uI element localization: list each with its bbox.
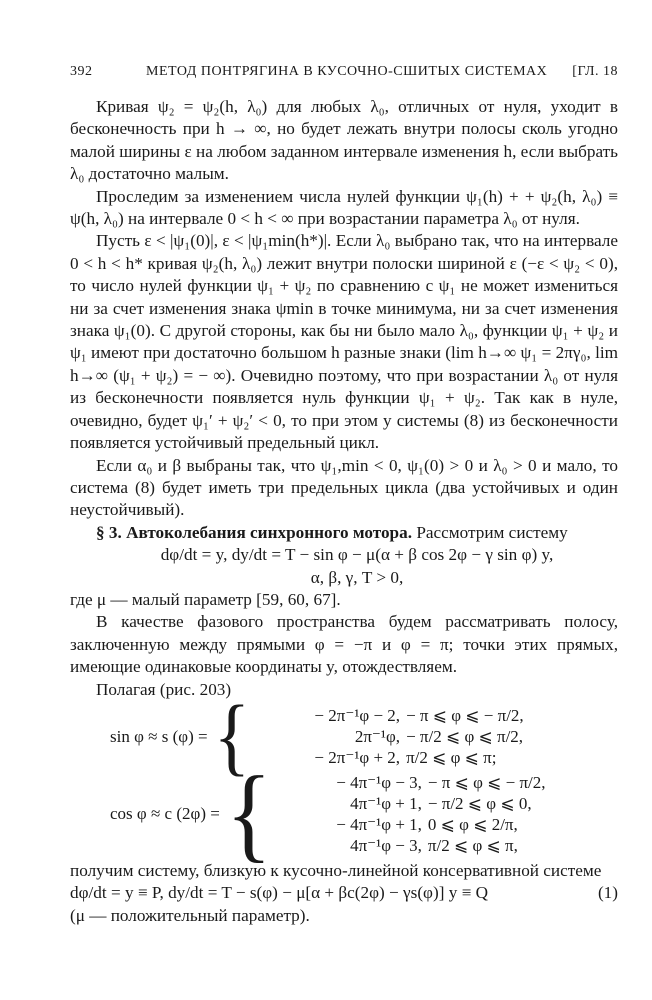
cos-row-4-cond: π/2 ⩽ φ ⩽ π, (427, 835, 518, 855)
sin-row-3-cond: π/2 ⩽ φ ⩽ π; (406, 747, 497, 767)
cos-approx-lhs: cos φ ≈ c (2φ) = (110, 804, 220, 824)
page-body (70, 96, 618, 927)
left-brace-icon: { (225, 754, 272, 873)
cos-row-2-cond: − π/2 ⩽ φ ⩽ 0, (427, 793, 532, 813)
cos-row-1-cond: − π ⩽ φ ⩽ − π/2, (427, 772, 546, 792)
running-header (70, 64, 618, 86)
cos-row-3-expr: − 4π⁻¹φ + 1, (336, 814, 422, 834)
sin-approx-lhs: sin φ ≈ s (φ) = (110, 726, 208, 746)
sin-approx-rows (256, 705, 556, 768)
left-brace-icon: { (213, 688, 251, 785)
sin-row-2-expr: 2π⁻¹φ, (354, 726, 401, 746)
sin-row-1-expr: − 2π⁻¹φ − 2, (314, 705, 401, 725)
cos-approx-rows (278, 772, 578, 856)
sin-row-2-cond: − π/2 ⩽ φ ⩽ π/2, (406, 726, 524, 746)
equation-number: (1) (597, 883, 618, 903)
equation-final-body: dφ/dt = y ≡ P, dy/dt = T − s(φ) − μ[α + βc(2φ) − γs(φ)] y ≡ Q (70, 883, 489, 903)
section-heading (70, 522, 618, 544)
section-title: § 3. Автоколебания синхронного мотора. (96, 522, 413, 542)
cos-row-1-expr: − 4π⁻¹φ − 3, (336, 772, 422, 792)
paragraph-piecewise: получим систему, близкую к кусочно-линейной консервативной системе (70, 860, 602, 880)
running-title: МЕТОД ПОНТРЯГИНА В КУСОЧНО-СШИТЫХ СИСТЕМАХ (146, 64, 548, 79)
paragraph-positive-param: (μ — положительный параметр). (70, 905, 310, 925)
equation-system-line-2: α, β, γ, T > 0, (310, 567, 404, 587)
cos-row-2-expr: 4π⁻¹φ + 1, (350, 793, 422, 813)
section-intro: Рассмотрим систему (416, 522, 568, 542)
paragraph-zeros: Проследим за изменением числа нулей функции ψ₁(h) + + ψ₂(h, λ₀) ≡ ψ(h, λ₀) на интервале 0 < h < ∞ при возрастании параметра λ₀ от нуля. (70, 186, 618, 229)
paragraph-curve: Кривая ψ₂ = ψ₂(h, λ₀) для любых λ₀, отличных от нуля, уходит в бесконечность при h → ∞, но будет лежать внутри полосы сколь угодно малой ширины ε на любом заданном интервале изменения h, если выбрать λ₀ достаточно малым. (70, 97, 618, 184)
page-number: 392 (70, 64, 93, 79)
chapter-label: [ГЛ. 18 (572, 64, 618, 79)
paragraph-phase-space: В качестве фазового пространства будем рассматривать полосу, заключенную между прямыми φ = −π и φ = π; точки этих прямых, имеющие одинаковые координаты y, отождествляем. (70, 612, 618, 677)
paragraph-epsilon: Пусть ε < |ψ₁(0)|, ε < |ψ₁min(h*)|. Если λ₀ выбрано так, что на интервале 0 < h < h* кривая ψ₂(h, λ₀) лежит внутри полоски шириной ε (−ε < ψ₂ < 0), то число нулей функции ψ₁ + ψ₂ по сравнению с ψ₁ не может измениться ни за счет изменения знака ψmin в точке минимума, ни за счет изменения знака ψ₁(0). С другой стороны, как бы ни было мало λ₀, функции ψ₁ + ψ₂ и ψ₁ имеют при достаточно большом h разные знаки (lim h→∞ ψ₁ = 2πγ₀, lim h→∞ (ψ₁ + ψ₂) = − ∞). Очевидно поэтому, что при возрастании λ₀ от нуля из бесконечности появляется нуль функции ψ₁ + ψ₂. Так как в нуле, очевидно, будет ψ₁′ + ψ₂′ < 0, то при этом у системы (8) из бесконечности появляется устойчивый предельный цикл. (70, 231, 618, 453)
equation-system-line-1: dφ/dt = y, dy/dt = T − sin φ − μ(α + β cos 2φ − γ sin φ) y, (160, 545, 554, 565)
sin-row-1-cond: − π ⩽ φ ⩽ − π/2, (406, 705, 524, 725)
cos-row-4-expr: 4π⁻¹φ − 3, (350, 835, 422, 855)
paragraph-small-param: где μ — малый параметр [59, 60, 67]. (70, 589, 341, 609)
equation-final (70, 882, 618, 904)
cos-row-3-cond: 0 ⩽ φ ⩽ 2/π, (427, 814, 518, 834)
sin-row-3-expr: − 2π⁻¹φ + 2, (314, 747, 401, 767)
paragraph-three-cycles: Если α₀ и β выбраны так, что ψ₁,min < 0, ψ₁(0) > 0 и λ₀ > 0 и мало, то система (8) будет иметь три предельных цикла (два устойчивых и один неустойчивый). (70, 455, 618, 520)
paragraph-setting: Полагая (рис. 203) (96, 679, 232, 699)
